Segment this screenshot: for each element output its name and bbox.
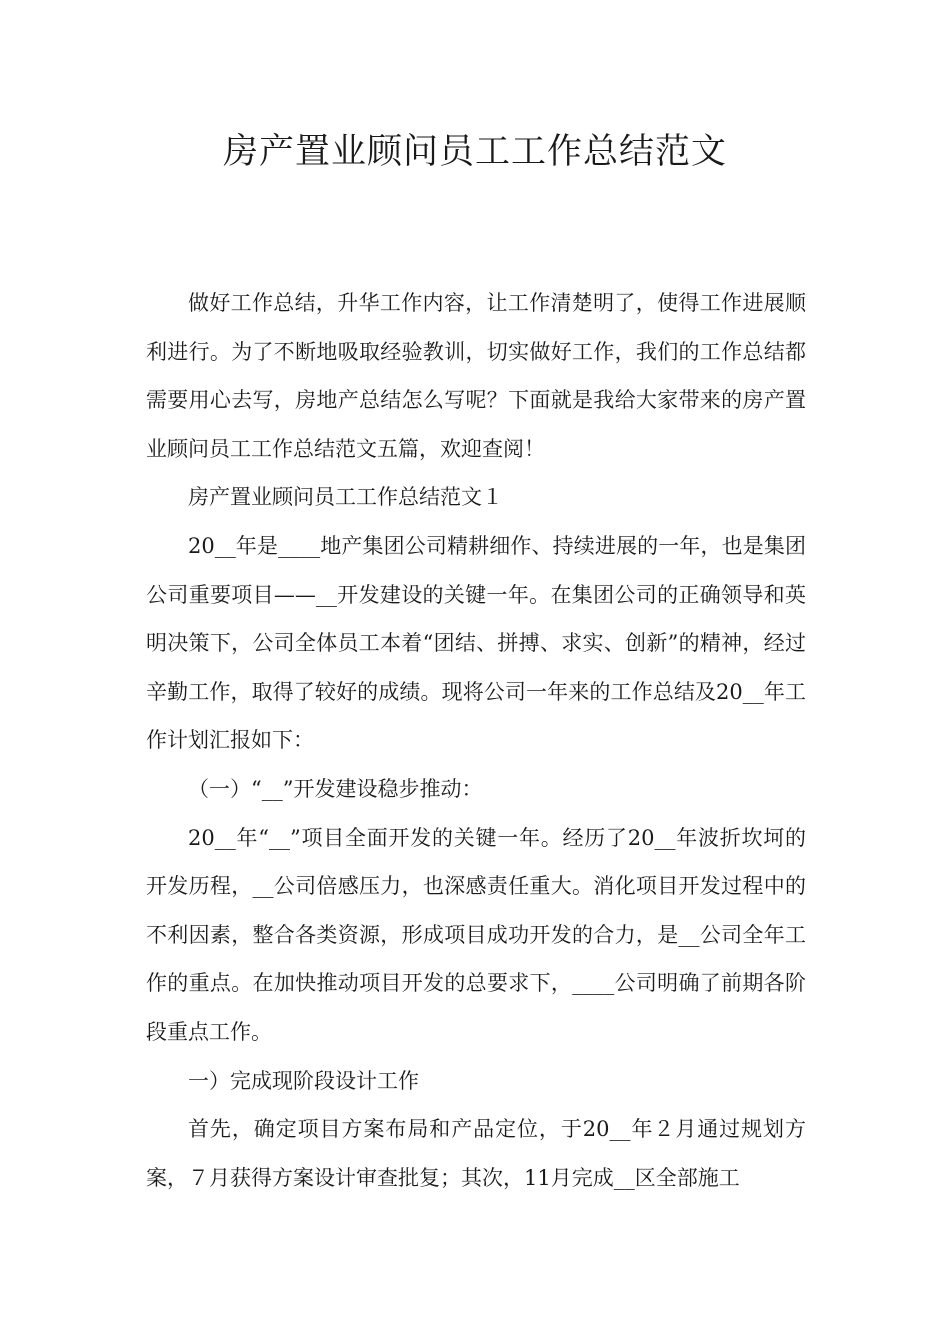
subsection-heading: 一）完成现阶段设计工作 — [188, 1068, 419, 1093]
body-paragraph: 20__年“__”项目全面开发的关键一年。经历了20__年波折坎坷的开发历程，__公司倍感压力，也深感责任重大。消化项目开发过程中的不利因素，整合各类资源，形成项目成功开发的合力，是__公司全年工作的重点。在加快推动项目开发的总要求下，____公司明确了前期各阶段重点工作。 — [146, 825, 806, 1044]
document-title: 房产置业顾问员工工作总结范文 — [222, 132, 727, 172]
document-body — [146, 279, 806, 1202]
section-heading: 房产置业顾问员工工作总结范文１ — [188, 485, 503, 510]
body-paragraph: 20__年是____地产集团公司精耕细作、持续进展的一年，也是集团公司重要项目——__开发建设的关键一年。在集团公司的正确领导和英明决策下，公司全体员工本着“团结、拼搏、求实、创新”的精神，经过辛勤工作，取得了较好的成绩。现将公司一年来的工作总结及20__年工作计划汇报如下： — [146, 533, 806, 753]
body-paragraph: 首先，确定项目方案布局和产品定位，于20__年２月通过规划方案，７月获得方案设计审查批复；其次，11月完成__区全部施工 — [146, 1117, 806, 1190]
intro-paragraph: 做好工作总结，升华工作内容，让工作清楚明了，使得工作进展顺利进行。为了不断地吸取经验教训，切实做好工作，我们的工作总结都需要用心去写，房地产总结怎么写呢？下面就是我给大家带来的房产置业顾问员工工作总结范文五篇，欢迎查阅！ — [146, 291, 806, 461]
subsection-heading: （一）“__”开发建设稳步推动： — [188, 776, 483, 801]
